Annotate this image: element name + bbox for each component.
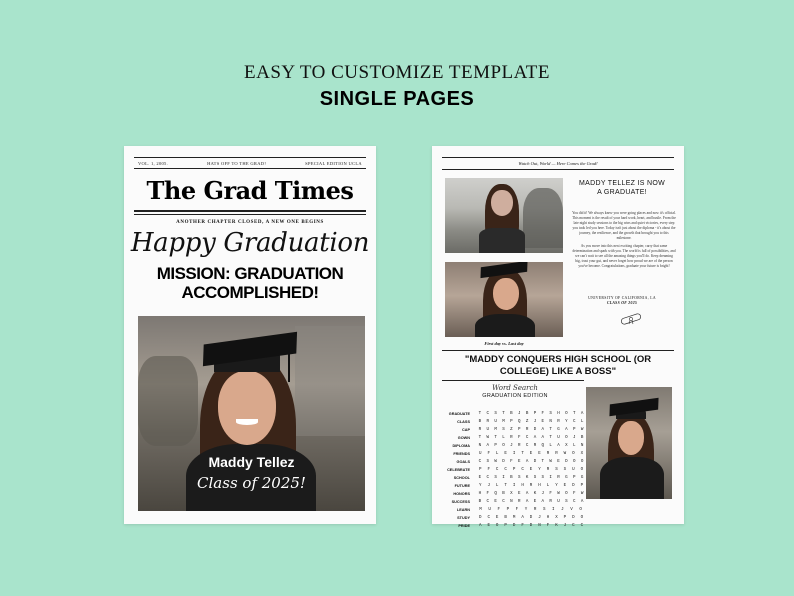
word-search-letter: S — [502, 428, 505, 432]
word-search-word: CLASS — [457, 420, 470, 424]
portrait-class: Class of 2025! — [197, 474, 306, 492]
word-search-letter: U — [557, 500, 560, 504]
portrait-name: Maddy Tellez — [208, 454, 295, 470]
word-search-letter: S — [486, 460, 490, 464]
word-search-letter: B — [478, 500, 482, 504]
word-search-letter: A — [541, 436, 545, 440]
word-search-letter: C — [478, 460, 482, 464]
word-search-letter: D — [565, 460, 568, 464]
word-search-letter: E — [533, 500, 537, 504]
word-search-letter: E — [529, 468, 533, 472]
word-search-letter: C — [504, 468, 507, 472]
quote-rule-bottom — [442, 380, 584, 381]
word-search-letter: C — [486, 476, 490, 480]
word-search-letter: D — [512, 524, 516, 528]
word-search-letter: C — [572, 524, 575, 528]
word-search-letter: D — [529, 524, 533, 528]
issue-label: HATS OFF TO THE GRAD! — [207, 161, 267, 166]
word-search-letter: B — [502, 492, 505, 496]
word-search-letter: J — [561, 508, 564, 512]
word-search-letter: L — [502, 436, 505, 440]
word-search-letter: E — [538, 452, 541, 456]
word-search-letter: H — [557, 412, 560, 416]
word-search-letter: O — [580, 460, 584, 464]
word-search-letter: E — [517, 492, 521, 496]
word-search-letter: O — [580, 468, 584, 472]
script-heading: Happy Graduation — [130, 228, 370, 258]
word-search-letter: O — [502, 444, 505, 448]
word-search-letter: K — [525, 476, 529, 480]
word-search-letter: U — [478, 452, 482, 456]
word-search-letter: Y — [524, 508, 528, 512]
word-search-letter: N — [549, 420, 552, 424]
word-search-letter: U — [486, 428, 490, 432]
word-search-row — [476, 458, 586, 466]
word-search-letter: X — [510, 492, 513, 496]
word-search-letter: H — [478, 492, 482, 496]
word-search-subtitle: GRADUATION EDITION — [482, 393, 548, 399]
newspaper-page-front — [124, 146, 376, 524]
word-search-letter: W — [549, 460, 552, 464]
word-search-letter: C — [495, 468, 499, 472]
word-search-letter: O — [565, 412, 568, 416]
word-search-letter: E — [495, 516, 499, 520]
word-search-letter: V — [570, 508, 573, 512]
tagline: ANOTHER CHAPTER CLOSED, A NEW ONE BEGINS — [176, 220, 324, 225]
word-search-word: STUDY — [457, 516, 470, 520]
word-search-letter: E — [504, 452, 507, 456]
word-search-letter: W — [580, 428, 584, 432]
word-search-letter: C — [486, 500, 490, 504]
word-search-letter: Z — [510, 428, 513, 432]
word-search-word: HONORS — [453, 492, 470, 496]
word-search-letter: H — [538, 484, 541, 488]
word-search-letter: J — [517, 412, 521, 416]
word-search-word: CAP — [461, 428, 470, 432]
word-search-letter: T — [494, 436, 497, 440]
masthead-rule-thick — [134, 210, 366, 212]
word-search-letter: R — [517, 444, 521, 448]
word-search-letter: T — [572, 412, 576, 416]
word-search-letter: O — [495, 524, 499, 528]
word-search-letter: E — [487, 524, 490, 528]
word-search-letter: F — [521, 524, 524, 528]
announcement-line-1: MADDY TELLEZ IS NOW — [579, 180, 665, 187]
word-search-letter: N — [510, 500, 513, 504]
word-search-letter: U — [557, 436, 560, 440]
word-search-letter: I — [552, 508, 555, 512]
quote-line-1: "MADDY CONQUERS HIGH SCHOOL (OR — [464, 354, 652, 365]
word-search-letter: A — [541, 500, 545, 504]
graduate-announcement-title — [566, 179, 678, 197]
word-search-row — [476, 482, 586, 490]
word-search-letter: F — [541, 412, 545, 416]
word-search-letter: Y — [555, 484, 558, 488]
word-search-letter: O — [572, 452, 575, 456]
word-search-letter: Y — [565, 420, 568, 424]
word-search-word: GRADUATE — [448, 412, 470, 416]
word-search-letter: H — [546, 516, 550, 520]
word-search-letter: Y — [538, 468, 541, 472]
word-search-letter: J — [487, 484, 490, 488]
word-search-row — [476, 410, 586, 418]
word-search-letter: R — [486, 420, 490, 424]
diploma-icon — [618, 312, 644, 326]
word-search-letter: E — [494, 500, 497, 504]
word-search-letter: L — [495, 484, 499, 488]
banner-line-1: EASY TO CUSTOMIZE TEMPLATE — [244, 62, 550, 83]
announcement-body — [572, 211, 676, 269]
word-search-word: CELEBRATE — [447, 468, 470, 472]
word-search-letter: P — [504, 524, 507, 528]
banner-line-2: SINGLE PAGES — [319, 88, 475, 110]
word-search-letter: I — [502, 476, 505, 480]
word-search-letter: S — [494, 412, 497, 416]
word-search-letter: F — [487, 452, 490, 456]
announcement-paragraph-1: You did it! We always knew you were going places and now it's official. This moment is the result of your hard work, heart, and hustle. From the late night study sessions to the big wins and quiet victories, every step you took led you here. Today isn't just about the diploma - it's about the journey, the resilience, and the growth that brought you to this milestone. — [572, 211, 676, 240]
word-search-list — [438, 410, 470, 530]
word-search-letter: U — [494, 420, 497, 424]
word-search-word: GOWN — [457, 436, 470, 440]
word-search-word: FRIENDS — [453, 452, 470, 456]
word-search-letter: F — [486, 492, 490, 496]
word-search-letter: S — [565, 500, 568, 504]
word-search-letter: T — [504, 484, 507, 488]
word-search-letter: D — [572, 484, 575, 488]
word-search-letter: P — [510, 420, 513, 424]
word-search-letter: J — [541, 492, 545, 496]
word-search-letter: F — [549, 492, 552, 496]
word-search-letter: Q — [541, 444, 545, 448]
word-search-letter: G — [565, 476, 568, 480]
word-search-letter: X — [565, 444, 568, 448]
word-search-letter: S — [517, 476, 521, 480]
word-search-letter: C — [525, 436, 529, 440]
word-search-letter: E — [517, 460, 521, 464]
word-search-letter: M — [512, 516, 516, 520]
word-search-letter: T — [541, 460, 545, 464]
word-search-letter: I — [549, 476, 552, 480]
meta-rule — [134, 168, 366, 169]
word-search-letter: J — [533, 420, 537, 424]
word-search-letter: F — [515, 508, 519, 512]
cap-gown-photo — [586, 387, 672, 499]
word-search-letter: P — [533, 412, 537, 416]
word-search-letter: J — [563, 524, 567, 528]
word-search-letter: P — [506, 508, 510, 512]
word-search-word: SCHOOL — [453, 476, 470, 480]
word-search-letter: S — [541, 476, 545, 480]
word-search-letter: R — [546, 452, 550, 456]
word-search-letter: R — [529, 484, 533, 488]
last-day-photo — [445, 262, 563, 337]
word-search-letter: O — [572, 460, 576, 464]
word-search-letter: P — [572, 476, 576, 480]
word-search-letter: K — [533, 492, 537, 496]
word-search-letter: E — [563, 484, 567, 488]
word-search-letter: I — [512, 452, 516, 456]
word-search-letter: R — [533, 444, 537, 448]
word-search-letter: N — [580, 444, 584, 448]
word-search-row — [476, 514, 586, 522]
word-search-row — [476, 498, 586, 506]
word-search-letter: F — [572, 492, 576, 496]
word-search-letter: C — [572, 500, 576, 504]
word-search-letter: O — [579, 508, 582, 512]
first-day-photo — [445, 178, 563, 253]
word-search-row — [476, 490, 586, 498]
inner-top-line: Watch Out, World — Here Comes the Grad! — [518, 161, 598, 166]
word-search-letter: W — [580, 492, 584, 496]
word-search-letter: G — [557, 428, 560, 432]
word-search-word: LEARN — [456, 508, 470, 512]
word-search-letter: N — [538, 524, 541, 528]
word-search-letter: P — [572, 428, 576, 432]
word-search-letter: F — [546, 524, 550, 528]
word-search-letter: E — [529, 452, 533, 456]
word-search-letter: S — [549, 412, 552, 416]
word-search-row — [476, 522, 586, 530]
word-search-letter: S — [533, 476, 537, 480]
word-search-row — [476, 418, 586, 426]
word-search-letter: F — [497, 508, 500, 512]
word-search-letter: T — [549, 436, 552, 440]
word-search-word: GOALS — [456, 460, 470, 464]
word-search-letter: T — [478, 412, 482, 416]
word-search-letter: M — [494, 428, 497, 432]
word-search-title: Word Search — [492, 384, 538, 392]
word-search-letter: G — [580, 476, 584, 480]
word-search-letter: I — [512, 484, 516, 488]
word-search-row — [476, 434, 586, 442]
word-search-letter: L — [580, 420, 584, 424]
word-search-letter: S — [563, 468, 567, 472]
word-search-letter: P — [580, 484, 584, 488]
word-search-letter: C — [525, 444, 529, 448]
word-search-letter: W — [486, 436, 490, 440]
word-search-letter: A — [525, 500, 529, 504]
word-search-letter: A — [541, 428, 545, 432]
word-search-letter: A — [580, 500, 584, 504]
word-search-letter: A — [486, 444, 490, 448]
word-search-letter: J — [510, 444, 513, 448]
word-search-letter: U — [572, 468, 575, 472]
word-search-letter: R — [478, 428, 482, 432]
word-search-word: FUTURE — [454, 484, 470, 488]
word-search-grid — [476, 410, 586, 530]
word-search-letter: C — [572, 420, 576, 424]
university-class: CLASS OF 2025 — [606, 301, 638, 305]
word-search-letter: T — [502, 412, 505, 416]
word-search-letter: R — [549, 500, 552, 504]
word-search-letter: C — [521, 468, 524, 472]
word-search-letter: D — [572, 516, 575, 520]
word-search-letter: R — [533, 508, 537, 512]
word-search-letter: B — [478, 420, 482, 424]
word-search-letter: A — [478, 524, 482, 528]
word-search-letter: M — [502, 420, 505, 424]
word-search-letter: O — [565, 492, 568, 496]
word-search-letter: B — [504, 516, 507, 520]
word-search-letter: R — [517, 500, 521, 504]
word-search-letter: J — [538, 516, 541, 520]
word-search-letter: R — [525, 428, 529, 432]
word-search-letter: X — [555, 516, 558, 520]
word-search-letter: O — [565, 436, 568, 440]
word-search-letter: L — [495, 452, 499, 456]
inner-meta-rule — [442, 169, 674, 170]
word-search-letter: Y — [478, 484, 482, 488]
word-search-letter: U — [488, 508, 491, 512]
word-search-row — [476, 474, 586, 482]
word-search-letter: R — [557, 476, 560, 480]
word-search-letter: N — [478, 444, 482, 448]
word-search-letter: D — [529, 516, 533, 520]
word-search-letter: D — [502, 460, 505, 464]
word-search-word: DIPLOMA — [452, 444, 470, 448]
word-search-word: SUCCESS — [451, 500, 470, 504]
graduate-portrait — [138, 316, 365, 511]
word-search-letter: W — [494, 460, 497, 464]
top-rule — [134, 157, 366, 158]
word-search-row — [476, 466, 586, 474]
word-search-letter: D — [533, 428, 537, 432]
word-search-letter: P — [494, 444, 497, 448]
masthead-rule-thin — [134, 214, 366, 215]
word-search-letter: S — [542, 508, 546, 512]
word-search-letter: P — [512, 468, 516, 472]
word-search-letter: L — [572, 444, 576, 448]
word-search-letter: S — [555, 468, 558, 472]
word-search-letter: D — [533, 460, 537, 464]
word-search-letter: T — [549, 428, 552, 432]
word-search-letter: L — [549, 444, 552, 448]
word-search-letter: Q — [494, 492, 497, 496]
university-name: UNIVERSITY OF CALIFORNIA, LA — [588, 296, 656, 300]
word-search-letter: B — [525, 412, 529, 416]
word-search-letter: A — [525, 460, 529, 464]
word-search-letter: R — [510, 436, 513, 440]
word-search-letter: B — [580, 436, 584, 440]
word-search-letter: W — [557, 492, 560, 496]
word-search-letter: A — [525, 492, 529, 496]
word-search-letter: P — [517, 428, 521, 432]
word-search-letter: R — [555, 452, 558, 456]
word-search-letter: C — [580, 524, 584, 528]
word-search-row — [476, 450, 586, 458]
word-search-row — [476, 442, 586, 450]
announcement-paragraph-2: As you move into this next exciting chapter, carry that same determination and spark with you. The world is full of possibilities, and we can't wait to see all the amazing things you'll do. Keep dreaming big, trust your gut, and never forget how proud we are of the person you've become. Congratulations, graduate your future is bright! — [572, 244, 676, 268]
word-search-letter: O — [580, 516, 584, 520]
word-search-letter: A — [557, 444, 560, 448]
word-search-letter: W — [563, 452, 567, 456]
mission-line-1: MISSION: GRADUATION — [156, 264, 344, 283]
word-search-letter: A — [533, 436, 537, 440]
word-search-letter: C — [502, 500, 505, 504]
quote-rule-top — [442, 350, 674, 351]
word-search-letter: H — [521, 484, 524, 488]
word-search-letter: C — [487, 516, 490, 520]
word-search-row — [476, 426, 586, 434]
word-search-letter: E — [541, 420, 545, 424]
word-search-letter: F — [517, 436, 521, 440]
word-search-letter: D — [478, 516, 482, 520]
word-search-letter: E — [478, 476, 482, 480]
word-search-letter: R — [557, 420, 560, 424]
word-search-letter: T — [521, 452, 524, 456]
word-search-letter: Z — [525, 420, 529, 424]
word-search-letter: P — [478, 468, 482, 472]
word-search-letter: B — [510, 412, 513, 416]
meta-row — [138, 161, 362, 166]
word-search-letter: J — [572, 436, 576, 440]
word-search-letter: M — [479, 508, 482, 512]
word-search-letter: E — [557, 460, 560, 464]
word-search-letter: A — [521, 516, 524, 520]
word-search-letter: R — [546, 468, 550, 472]
university-block — [566, 296, 678, 306]
volume-label: VOL. 1, 2005. — [138, 161, 169, 166]
inner-top-rule — [442, 157, 674, 158]
mission-line-2: ACCOMPLISHED! — [181, 283, 319, 302]
masthead-title: The Grad Times — [146, 176, 354, 205]
word-search-letter: B — [510, 476, 513, 480]
word-search-letter: F — [510, 460, 513, 464]
word-search-letter: F — [487, 468, 490, 472]
quote-line-2: COLLEGE) LIKE A BOSS" — [499, 366, 617, 377]
word-search-letter: T — [478, 436, 482, 440]
newspaper-page-inner — [432, 146, 684, 528]
announcement-line-2: A GRADUATE! — [597, 189, 647, 196]
word-search-letter: X — [580, 452, 584, 456]
photo-caption: First day vs. Last day — [484, 341, 524, 346]
edition-label: SPECIAL EDITION UCLA — [305, 161, 362, 166]
pull-quote — [432, 354, 684, 378]
word-search-letter: A — [565, 428, 568, 432]
word-search-letter: A — [580, 412, 584, 416]
mission-headline — [124, 264, 376, 302]
word-search-letter: S — [494, 476, 497, 480]
word-search-letter: K — [555, 524, 558, 528]
word-search-row — [476, 506, 586, 514]
word-search-word: PRIDE — [458, 524, 470, 528]
word-search-letter: Q — [517, 420, 521, 424]
word-search-letter: L — [546, 484, 550, 488]
word-search-letter: C — [486, 412, 490, 416]
word-search-letter: P — [563, 516, 567, 520]
